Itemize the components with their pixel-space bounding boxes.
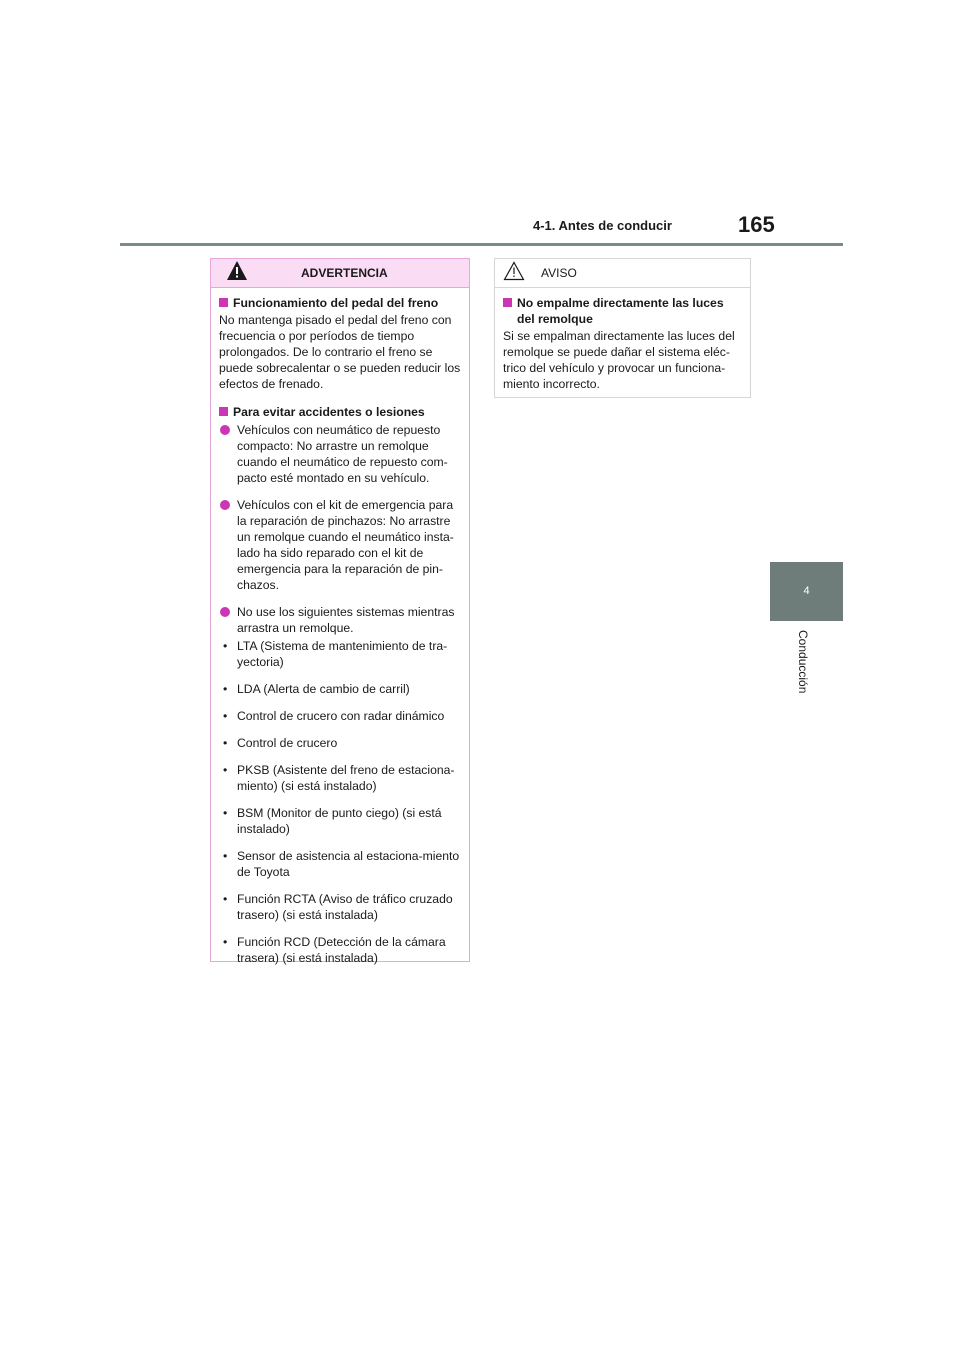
- warning-box: [210, 258, 470, 965]
- section-heading-text: Para evitar accidentes o lesiones: [233, 405, 425, 419]
- bullet-item: [219, 638, 461, 670]
- chapter-number: 4: [803, 585, 810, 597]
- chapter-label: Conducción: [796, 630, 810, 694]
- bullet-item: [219, 681, 461, 697]
- dot-item-text: Vehículos con neumático de repuesto compacto: No arrastre un remolque cuando el neumático de repuesto com-pacto esté montado en su vehículo.: [237, 423, 448, 485]
- bullet-item: [219, 891, 461, 923]
- square-bullet-icon: [219, 298, 228, 307]
- warning-triangle-icon: [226, 260, 248, 282]
- square-bullet-icon: [503, 298, 512, 307]
- bullet-item: [219, 708, 461, 724]
- warning-content: [211, 288, 469, 966]
- bullet-item-text: Control de crucero: [237, 736, 338, 750]
- bullet-item: [219, 805, 461, 837]
- bullet-icon: •: [223, 806, 228, 820]
- warning-box-header: [211, 259, 469, 288]
- bullet-item-text: Función RCTA (Aviso de tráfico cruzado trasero) (si está instalada): [237, 892, 453, 922]
- warning-title: ADVERTENCIA: [301, 266, 388, 280]
- section-heading: [219, 404, 461, 420]
- bullet-item: [219, 934, 461, 966]
- notice-box-header: [495, 259, 750, 288]
- bullet-item-text: LTA (Sistema de mantenimiento de tra-yectoria): [237, 639, 448, 669]
- bullet-icon: •: [223, 736, 228, 750]
- bullet-icon: •: [223, 639, 228, 653]
- bullet-item-text: Control de crucero con radar dinámico: [237, 709, 445, 723]
- dot-item: [219, 604, 461, 636]
- notice-title: AVISO: [541, 266, 577, 280]
- bullet-icon: •: [223, 763, 228, 777]
- bullet-item: [219, 762, 461, 794]
- bullet-icon: •: [223, 682, 228, 696]
- dot-item: [219, 497, 461, 593]
- dot-item: [219, 422, 461, 486]
- notice-triangle-icon: [503, 261, 525, 281]
- bullet-item: [219, 848, 461, 880]
- bullet-item-text: Sensor de asistencia al estaciona-miento de Toyota: [237, 849, 460, 879]
- section-heading: [219, 295, 461, 311]
- page-number: 165: [738, 212, 775, 237]
- section-title: 4-1. Antes de conducir: [533, 218, 672, 233]
- bullet-icon: •: [223, 935, 228, 949]
- bullet-icon: •: [223, 849, 228, 863]
- dot-item-text: No use los siguientes sistemas mientras arrastra un remolque.: [237, 605, 455, 635]
- dot-bullet-icon: [220, 500, 230, 510]
- bullet-item: [219, 735, 461, 751]
- bullet-item-text: PKSB (Asistente del freno de estaciona-miento) (si está instalado): [237, 763, 455, 793]
- bullet-item-text: Función RCD (Detección de la cámara trasera) (si está instalada): [237, 935, 446, 965]
- section-heading-text: No empalme directamente las luces del remolque: [517, 296, 724, 326]
- dot-item-text: Vehículos con el kit de emergencia para la reparación de pinchazos: No arrastre un remolque cuando el neumático insta-lado ha sido reparado con el kit de emergencia para la reparación de pin-chazos.: [237, 498, 454, 592]
- paragraph: No mantenga pisado el pedal del freno con frecuencia o por períodos de tiempo prolongados. De lo contrario el freno se puede sobrecalentar o se pueden reducir los efectos de frenado.: [219, 313, 461, 391]
- bullet-icon: •: [223, 892, 228, 906]
- dot-bullet-icon: [220, 607, 230, 617]
- bullet-item-text: LDA (Alerta de cambio de carril): [237, 682, 410, 696]
- bullet-icon: •: [223, 709, 228, 723]
- paragraph: Si se empalman directamente las luces del remolque se puede dañar el sistema eléc-trico del vehículo y provocar un funciona-miento incorrecto.: [503, 329, 735, 391]
- chapter-tab: [770, 562, 843, 621]
- section-heading: [503, 295, 742, 327]
- notice-content: [495, 288, 750, 392]
- dot-bullet-icon: [220, 425, 230, 435]
- square-bullet-icon: [219, 407, 228, 416]
- bullet-item-text: BSM (Monitor de punto ciego) (si está instalado): [237, 806, 442, 836]
- section-heading-text: Funcionamiento del pedal del freno: [233, 296, 439, 310]
- header-rule: [120, 243, 843, 246]
- notice-box: [494, 258, 751, 398]
